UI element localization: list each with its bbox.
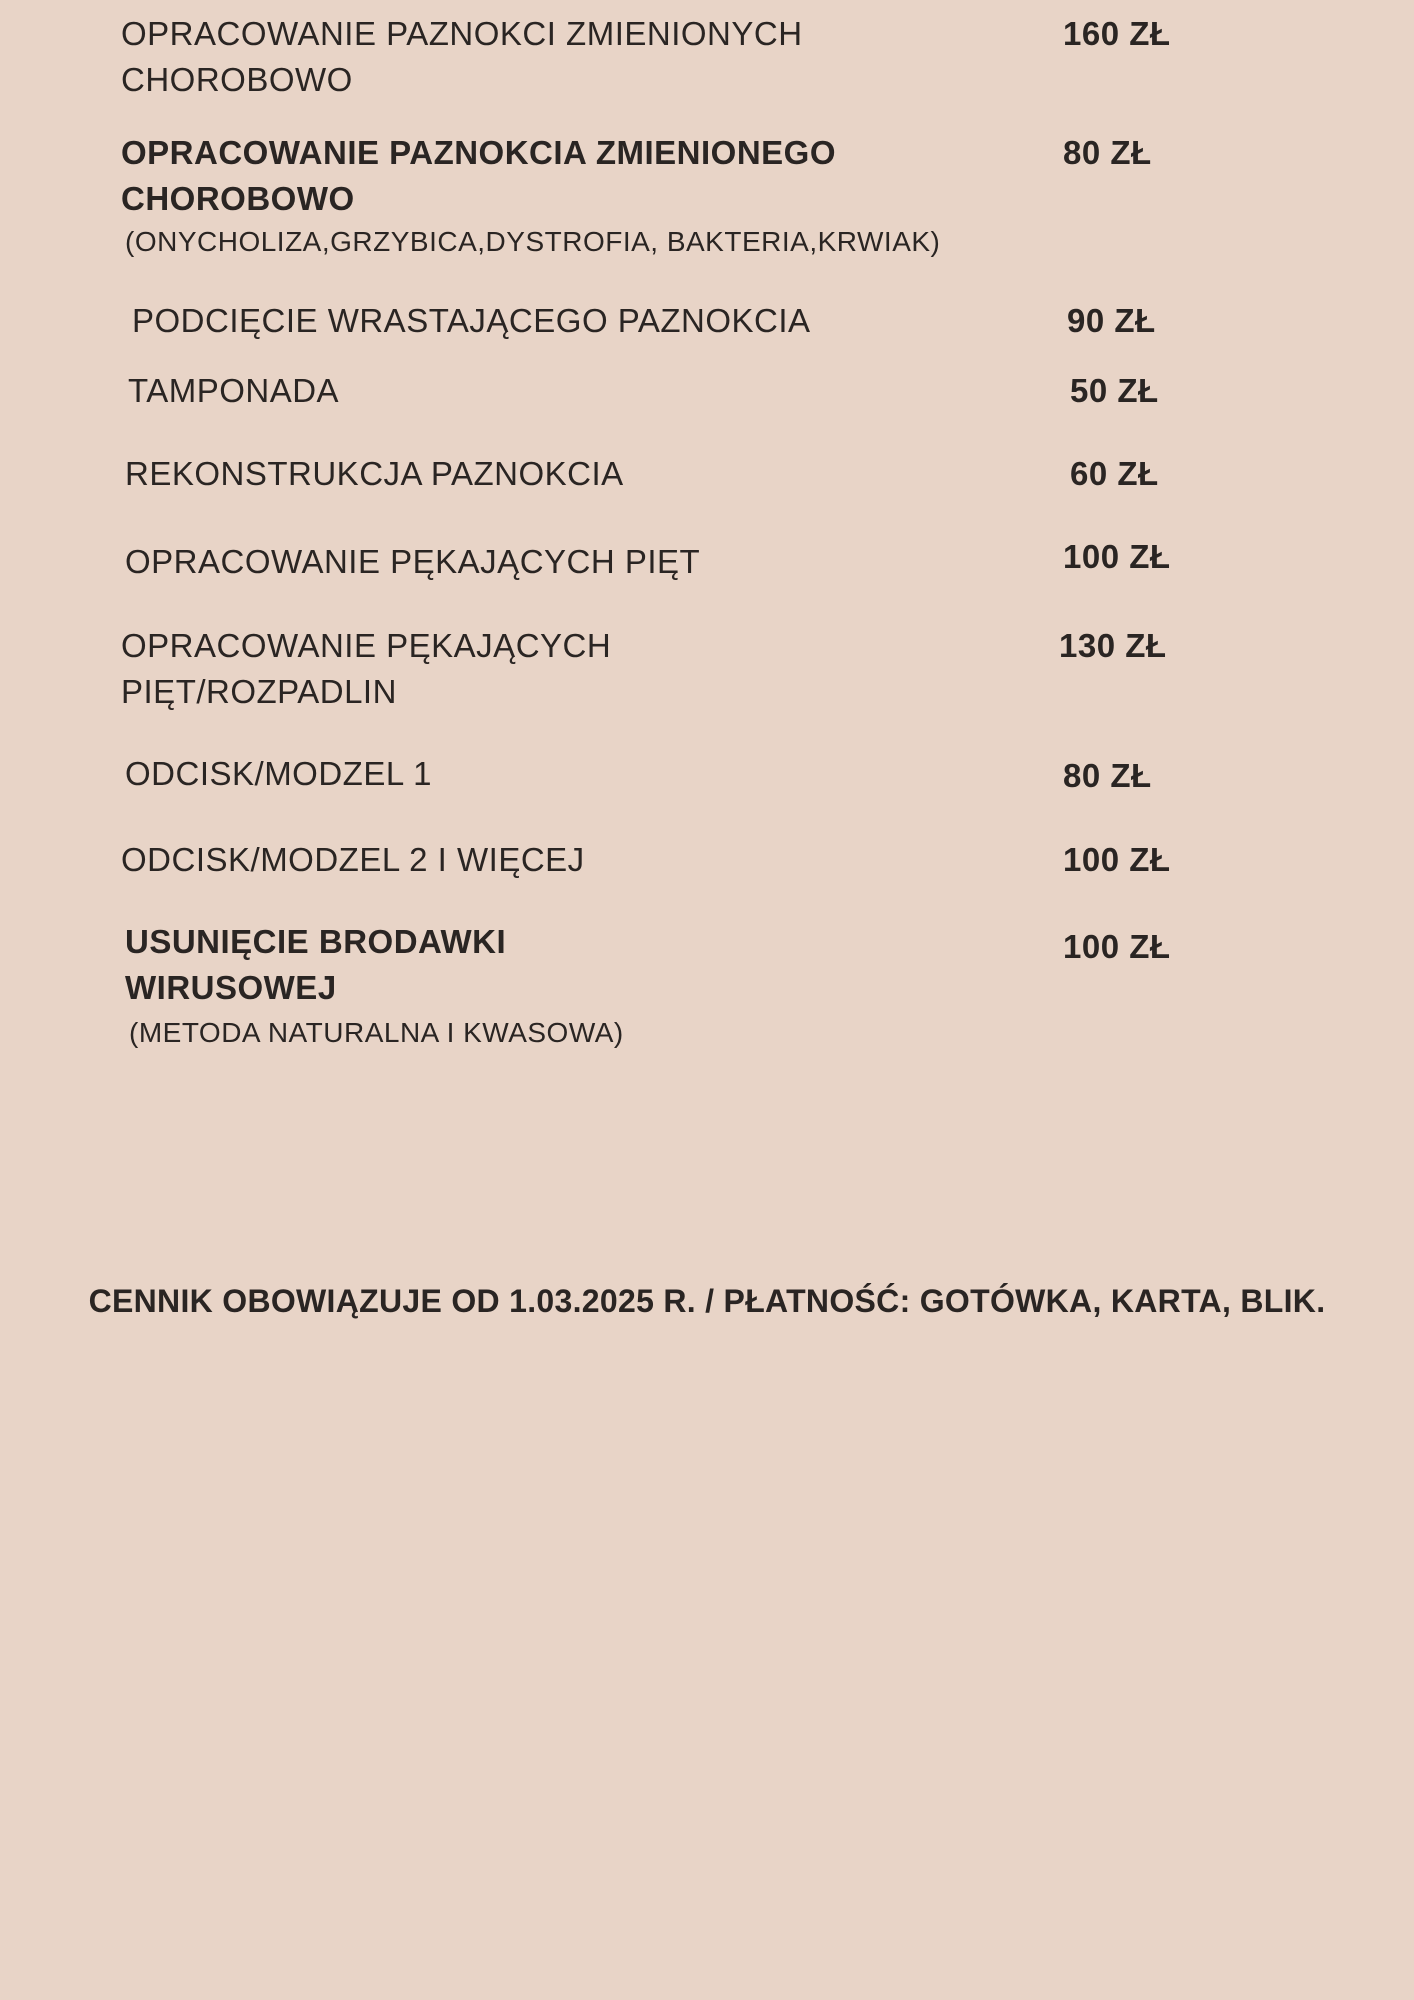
service-name-line: PODCIĘCIE WRASTAJĄCEGO PAZNOKCIA	[132, 302, 811, 339]
service-price: 130 ZŁ	[1059, 627, 1167, 664]
price-list-footer: CENNIK OBOWIĄZUJE OD 1.03.2025 R. / PŁATNOŚĆ: GOTÓWKA, KARTA, BLIK.	[88, 1283, 1326, 1319]
service-price: 90 ZŁ	[1067, 302, 1156, 339]
service-name	[121, 623, 611, 715]
service-price: 100 ZŁ	[1063, 841, 1171, 878]
service-name-line: OPRACOWANIE PAZNOKCI ZMIENIONYCH	[121, 15, 803, 52]
service-price: 80 ZŁ	[1063, 134, 1152, 171]
service-name-line: CHOROBOWO	[121, 180, 355, 217]
service-price: 80 ZŁ	[1063, 757, 1152, 794]
service-price: 60 ZŁ	[1070, 455, 1159, 492]
service-name-line: OPRACOWANIE PĘKAJĄCYCH PIĘT	[125, 543, 701, 580]
service-name	[125, 539, 700, 585]
service-price: 100 ZŁ	[1063, 538, 1171, 575]
service-name	[121, 130, 940, 262]
service-note: (METODA NATURALNA I KWASOWA)	[129, 1017, 624, 1048]
service-name	[132, 298, 811, 344]
service-name	[121, 11, 803, 103]
service-name	[128, 368, 339, 414]
service-name-line: WIRUSOWEJ	[125, 969, 337, 1006]
service-name-line: USUNIĘCIE BRODAWKI	[125, 923, 507, 960]
service-name-line: PIĘT/ROZPADLIN	[121, 673, 397, 710]
service-name-line: TAMPONADA	[128, 372, 340, 409]
service-name	[125, 751, 432, 797]
service-name-line: ODCISK/MODZEL 1	[125, 755, 432, 792]
service-name-line: CHOROBOWO	[121, 61, 353, 98]
service-name-line: ODCISK/MODZEL 2 I WIĘCEJ	[121, 841, 585, 878]
service-price: 100 ZŁ	[1063, 928, 1171, 965]
service-name	[125, 451, 624, 497]
service-name-line: OPRACOWANIE PAZNOKCIA ZMIENIONEGO	[121, 134, 837, 171]
service-price: 50 ZŁ	[1070, 372, 1159, 409]
service-name-line: OPRACOWANIE PĘKAJĄCYCH	[121, 627, 612, 664]
service-name-line: REKONSTRUKCJA PAZNOKCIA	[125, 455, 624, 492]
service-name	[125, 919, 624, 1053]
service-price: 160 ZŁ	[1063, 15, 1171, 52]
service-note: (ONYCHOLIZA,GRZYBICA,DYSTROFIA, BAKTERIA,KRWIAK)	[125, 226, 941, 257]
service-name	[121, 837, 585, 883]
